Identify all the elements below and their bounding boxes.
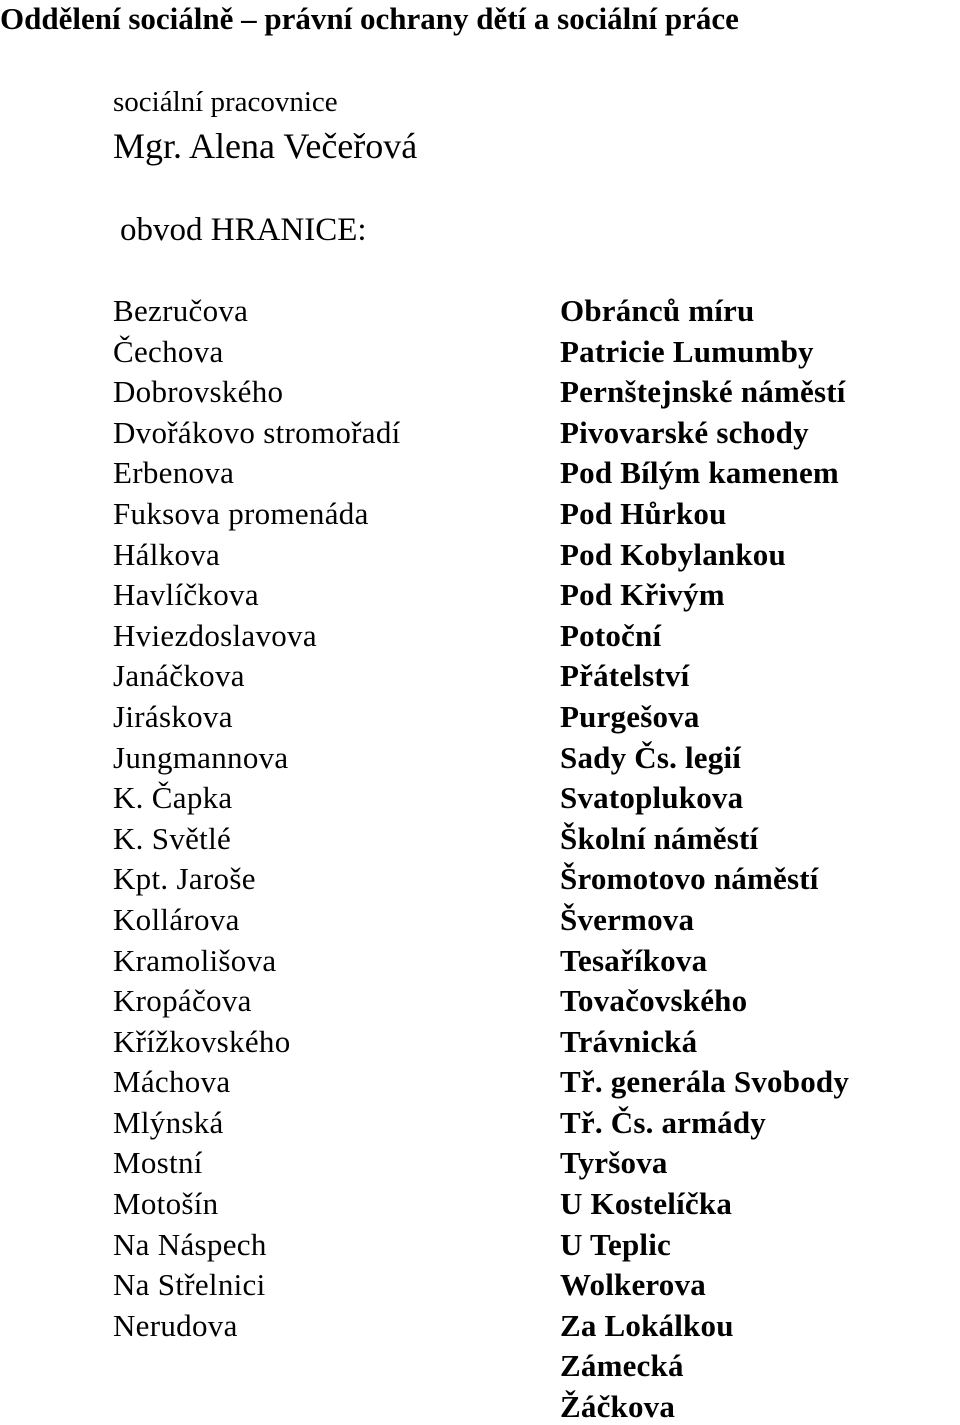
street-item: Tovačovského: [560, 983, 748, 1019]
street-item: Pod Bílým kamenem: [560, 455, 839, 491]
street-item: Dobrovského: [113, 374, 284, 410]
street-item: Mlýnská: [113, 1104, 224, 1140]
street-item: Havlíčkova: [113, 577, 259, 613]
street-item: Fuksova promenáda: [113, 495, 369, 531]
street-item: Školní náměstí: [560, 820, 759, 856]
street-item: Motošín: [113, 1186, 219, 1222]
street-item: Nerudova: [113, 1307, 238, 1343]
street-item: Pod Kobylankou: [560, 536, 786, 572]
street-list-left: [113, 291, 543, 1346]
street-item: Přátelství: [560, 658, 690, 694]
street-item: U Kostelíčka: [560, 1186, 733, 1222]
street-item: Hviezdoslavova: [113, 617, 317, 653]
street-item: Wolkerova: [560, 1267, 706, 1303]
street-item: Trávnická: [560, 1023, 698, 1059]
street-item: Křížkovského: [113, 1023, 291, 1059]
street-item: Pod Hůrkou: [560, 495, 727, 531]
street-item: Za Lokálkou: [560, 1307, 734, 1343]
street-item: Tyršova: [560, 1145, 668, 1181]
street-item: U Teplic: [560, 1226, 671, 1262]
street-item: Pod Křivým: [560, 577, 725, 613]
street-item: Jungmannova: [113, 739, 289, 775]
street-item: K. Čapka: [113, 780, 233, 816]
street-item: Tř. generála Svobody: [560, 1064, 850, 1100]
worker-role: sociální pracovnice: [113, 86, 338, 118]
street-item: Pivovarské schody: [560, 414, 809, 450]
street-item: Tř. Čs. armády: [560, 1104, 767, 1140]
street-item: Patricie Lumumby: [560, 333, 814, 369]
street-item: Tesaříkova: [560, 942, 708, 978]
street-item: Obránců míru: [560, 293, 755, 328]
street-item: Kollárova: [113, 901, 240, 937]
street-item: Kramolišova: [113, 942, 277, 978]
street-item: Purgešova: [560, 698, 700, 734]
district-label: obvod HRANICE:: [120, 212, 367, 248]
street-item: Svatoplukova: [560, 780, 744, 816]
department-heading: Oddělení sociálně – právní ochrany dětí a sociální práce: [0, 1, 739, 36]
street-item: Zámecká: [560, 1348, 684, 1384]
worker-name: Mgr. Alena Večeřová: [113, 126, 418, 166]
street-item: Čechova: [113, 333, 224, 369]
street-item: Kropáčova: [113, 983, 252, 1019]
street-item: Máchova: [113, 1064, 231, 1100]
street-item: Janáčkova: [113, 658, 245, 694]
street-item: Šromotovo náměstí: [560, 861, 819, 897]
street-item: Jiráskova: [113, 698, 233, 734]
street-item: Na Náspech: [113, 1226, 267, 1262]
street-item: Hálkova: [113, 536, 221, 572]
street-item: Mostní: [113, 1145, 203, 1181]
street-item: Dvořákovo stromořadí: [113, 414, 401, 450]
street-item: Potoční: [560, 617, 662, 653]
street-list-right: [560, 291, 960, 1425]
street-item: Žáčkova: [560, 1389, 676, 1425]
street-item: Sady Čs. legií: [560, 739, 742, 775]
street-item: Bezručova: [113, 293, 249, 328]
street-item: Erbenova: [113, 455, 235, 491]
street-item: Pernštejnské náměstí: [560, 374, 846, 410]
street-item: Na Střelnici: [113, 1267, 266, 1303]
street-item: K. Světlé: [113, 820, 232, 856]
street-item: Kpt. Jaroše: [113, 861, 256, 897]
street-item: Švermova: [560, 901, 695, 937]
